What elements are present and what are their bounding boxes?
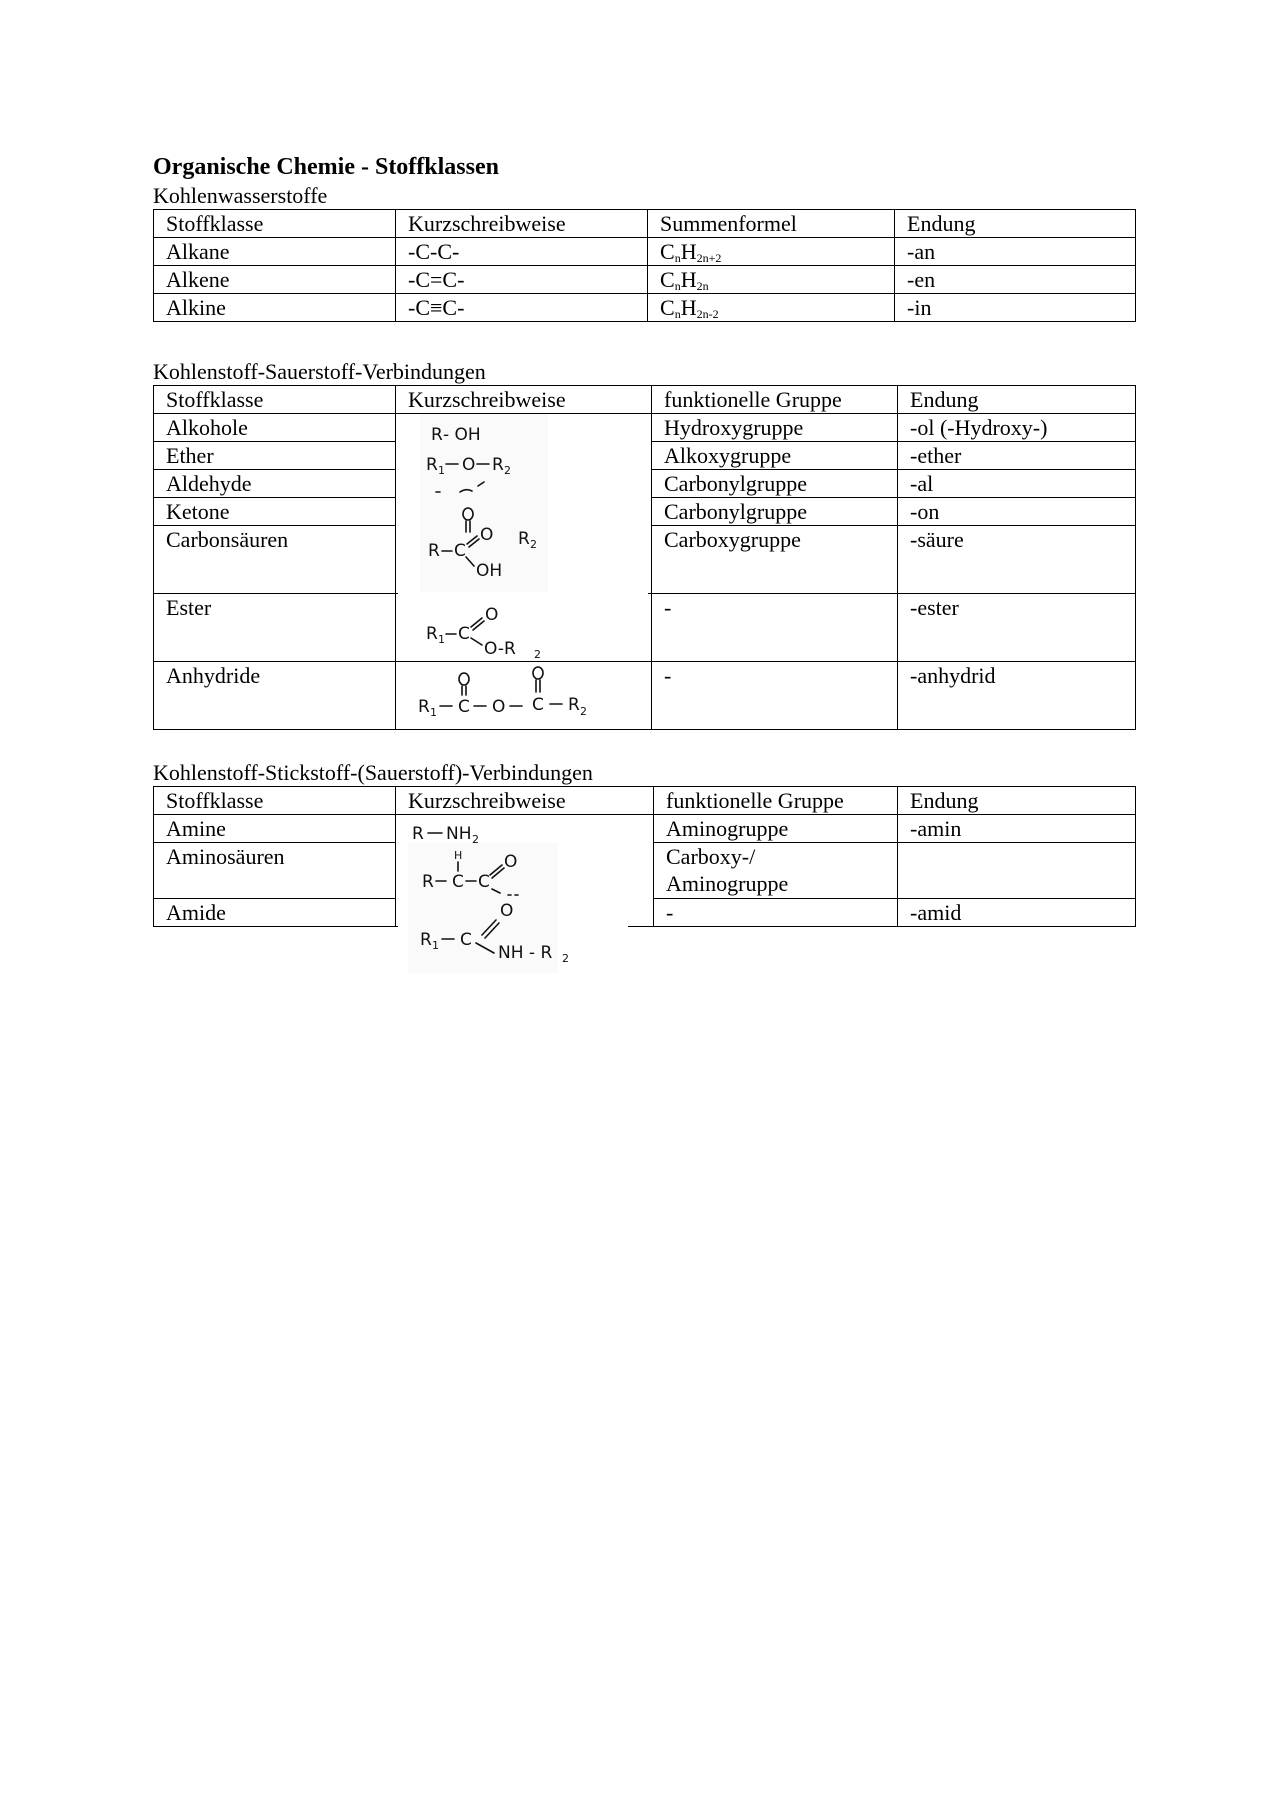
table-row (154, 238, 1136, 266)
anhydrid-structure-image (398, 662, 628, 728)
endung-cell: -amin (898, 815, 1136, 843)
anhydrid-r1-sub: 1 (430, 706, 437, 719)
funktionelle-gruppe-cell: - (654, 899, 898, 927)
amin-nh-sub: 2 (472, 833, 479, 846)
anhydrid-c2: C (532, 695, 544, 715)
funktionelle-gruppe-cell: Alkoxygruppe (652, 442, 898, 470)
table-row (154, 662, 1136, 730)
formula-sub-n: n (674, 251, 681, 265)
section-title-kohlenstoff-stickstoff: Kohlenstoff-Stickstoff-(Sauerstoff)-Verbindungen (153, 760, 593, 785)
ester-structure-image (398, 594, 628, 660)
formula-h: H (680, 267, 697, 292)
formula-c: C (660, 267, 675, 292)
table-row (154, 266, 1136, 294)
table-kohlenstoff-stickstoff (153, 786, 1136, 965)
amid-r2-sub: 2 (562, 952, 569, 965)
table-header-row (154, 210, 1136, 238)
ester-r2-sub: 2 (534, 648, 541, 661)
kurzschreibweise-cell: -C-C- (396, 238, 648, 266)
alkohol-r: R (431, 425, 443, 445)
endung-cell (898, 843, 1136, 899)
aminosaeure-o: O (504, 852, 518, 872)
formula-sub: 2n-2 (696, 307, 719, 321)
stoffklasse-cell: Alkohole (154, 414, 396, 442)
table-row (154, 294, 1136, 322)
formula-h: H (680, 239, 697, 264)
formula-c: C (660, 239, 675, 264)
structure-cell-anhydrid (396, 662, 652, 730)
stoffklasse-cell: Ether (154, 442, 396, 470)
structures-cell (396, 815, 654, 965)
amid-c: C (460, 930, 472, 950)
endung-cell: -en (895, 266, 1136, 294)
formula-sub: 2n+2 (696, 251, 722, 265)
section-title-kohlenwasserstoffe: Kohlenwasserstoffe (153, 183, 328, 208)
ether-r1-sub: 1 (438, 464, 445, 477)
alkohol-oh: - OH (443, 425, 481, 445)
aminosaeure-h: H (454, 849, 463, 862)
column-header: Kurzschreibweise (396, 386, 652, 414)
ether-o: O (462, 455, 476, 475)
table-row (154, 815, 1136, 843)
carbonsaeure-oh: OH (476, 561, 503, 581)
ether-r1: R (426, 455, 438, 475)
formula-sub-n: n (674, 307, 681, 321)
column-header: Endung (895, 210, 1136, 238)
funktionelle-gruppe-cell: Carbonylgruppe (652, 470, 898, 498)
endung-cell: -al (898, 470, 1136, 498)
column-header: Summenformel (648, 210, 895, 238)
ether-r2: R (492, 455, 504, 475)
carbonsaeure-c: C (454, 541, 466, 561)
endung-cell: -on (898, 498, 1136, 526)
carbonsaeure-r: R (428, 541, 440, 561)
formula-sub: 2n (696, 279, 709, 293)
funktionelle-gruppe-cell: Carboxygruppe (652, 526, 898, 594)
endung-cell: -ether (898, 442, 1136, 470)
ester-r1: R (426, 624, 438, 644)
stoffklasse-cell: Amine (154, 815, 396, 843)
stoffklasse-cell: Aminosäuren (154, 843, 396, 899)
formula-sub-n: n (674, 279, 681, 293)
summenformel-cell (648, 238, 895, 266)
amid-o: O (500, 901, 514, 921)
carbonsaeure-r2: R (518, 529, 530, 549)
ether-r2-sub: 2 (504, 464, 511, 477)
funktionelle-gruppe-cell: - (652, 594, 898, 662)
funktionelle-gruppe-cell: Hydroxygruppe (652, 414, 898, 442)
gruppe-line-1: Carboxy-/ (666, 844, 756, 869)
column-header: Kurzschreibweise (396, 210, 648, 238)
funktionelle-gruppe-cell: - (652, 662, 898, 730)
summenformel-cell (648, 294, 895, 322)
amid-nh: NH - R (498, 943, 553, 963)
column-header: Stoffklasse (154, 386, 396, 414)
stoffklasse-cell: Alkene (154, 266, 396, 294)
ester-r1-sub: 1 (438, 633, 445, 646)
aminosaeure-c2: C (478, 872, 490, 892)
amid-r1: R (420, 930, 432, 950)
amin-nh: NH (446, 824, 472, 844)
kurzschreibweise-cell: -C≡C- (396, 294, 648, 322)
endung-cell: -an (895, 238, 1136, 266)
ester-c: C (458, 624, 470, 644)
formula-c: C (660, 295, 675, 320)
stoffklasse-cell: Alkine (154, 294, 396, 322)
column-header: funktionelle Gruppe (654, 787, 898, 815)
stoffklasse-cell: Carbonsäuren (154, 526, 396, 594)
stoffklasse-cell: Ketone (154, 498, 396, 526)
funktionelle-gruppe-cell: Aminogruppe (654, 815, 898, 843)
document-title: Organische Chemie - Stoffklassen (153, 154, 499, 180)
structure-formulas-image (398, 414, 648, 594)
table-row (154, 594, 1136, 662)
formula-h: H (680, 295, 697, 320)
table-header-row (154, 787, 1136, 815)
kurzschreibweise-cell: -C=C- (396, 266, 648, 294)
table-kohlenwasserstoffe (153, 209, 1136, 322)
anhydrid-o: O (492, 697, 506, 717)
ester-or2: O-R (484, 639, 516, 659)
funktionelle-gruppe-cell (654, 843, 898, 899)
gruppe-line-2: Aminogruppe (666, 871, 789, 896)
stoffklasse-cell: Anhydride (154, 662, 396, 730)
document-page (153, 152, 1135, 965)
carbonsaeure-o: O (480, 525, 494, 545)
column-header: Stoffklasse (154, 787, 396, 815)
table-header-row (154, 386, 1136, 414)
endung-cell: -in (895, 294, 1136, 322)
stoffklasse-cell: Alkane (154, 238, 396, 266)
table-kohlenstoff-sauerstoff (153, 385, 1136, 730)
anhydrid-r2: R (568, 695, 580, 715)
column-header: Kurzschreibweise (396, 787, 654, 815)
endung-cell: -säure (898, 526, 1136, 594)
endung-cell: -amid (898, 899, 1136, 927)
column-header: Endung (898, 787, 1136, 815)
endung-cell: -anhydrid (898, 662, 1136, 730)
ester-o: O (485, 605, 499, 625)
column-header: Stoffklasse (154, 210, 396, 238)
anhydrid-r2-sub: 2 (580, 705, 587, 718)
aminosaeure-c1: C (452, 872, 464, 892)
endung-cell: -ester (898, 594, 1136, 662)
amid-r1-sub: 1 (432, 939, 439, 952)
summenformel-cell (648, 266, 895, 294)
structure-cell-ester (396, 594, 652, 662)
column-header: Endung (898, 386, 1136, 414)
column-header: funktionelle Gruppe (652, 386, 898, 414)
stoffklasse-cell: Amide (154, 899, 396, 927)
n-structure-formulas-image (398, 815, 628, 975)
funktionelle-gruppe-cell: Carbonylgruppe (652, 498, 898, 526)
amin-r: R (412, 824, 424, 844)
aminosaeure-r: R (422, 872, 434, 892)
stoffklasse-cell: Ester (154, 594, 396, 662)
endung-cell: -ol (-Hydroxy-) (898, 414, 1136, 442)
anhydrid-r1: R (418, 697, 430, 717)
anhydrid-c1: C (458, 697, 470, 717)
stoffklasse-cell: Aldehyde (154, 470, 396, 498)
structures-cell (396, 414, 652, 594)
table-row (154, 414, 1136, 442)
carbonsaeure-r2-sub: 2 (530, 538, 537, 551)
section-title-kohlenstoff-sauerstoff: Kohlenstoff-Sauerstoff-Verbindungen (153, 359, 486, 384)
